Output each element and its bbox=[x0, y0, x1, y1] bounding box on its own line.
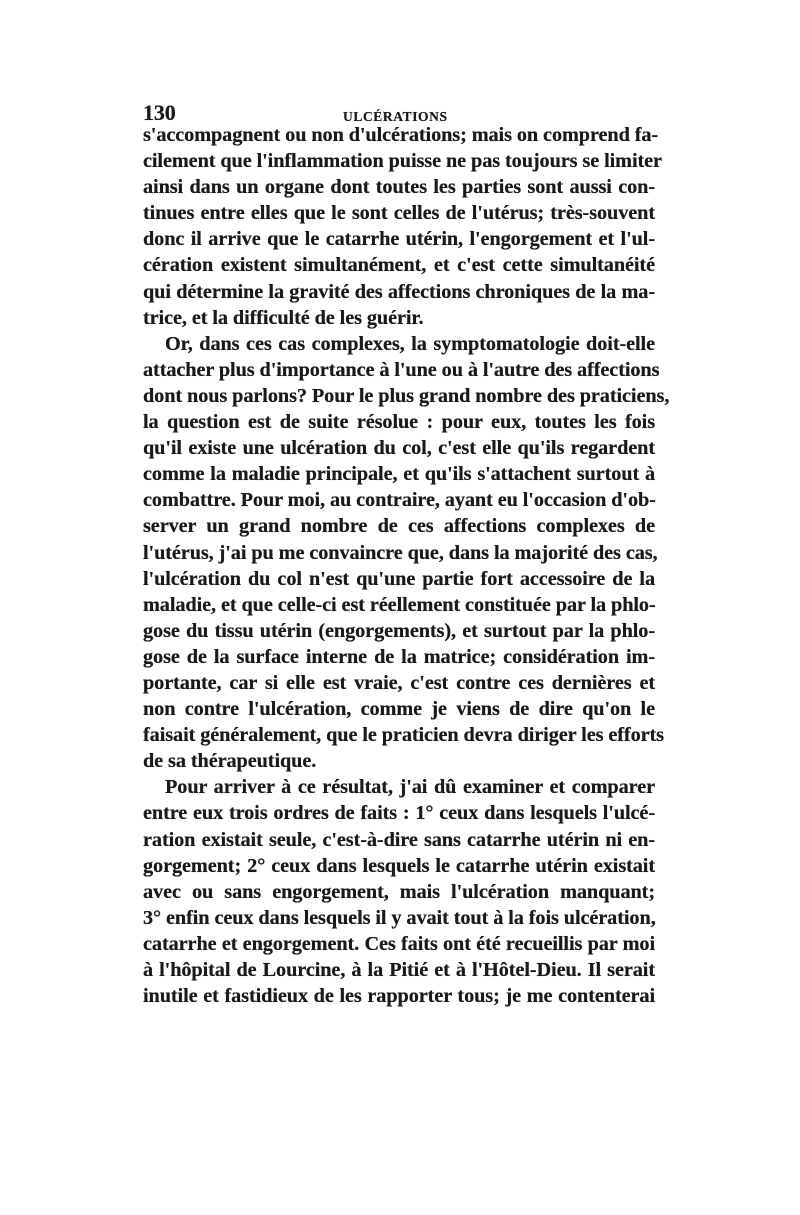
text-line: inutile et fastidieux de les rapporter tous; je me contenterai bbox=[143, 985, 655, 1008]
text-line: maladie, et que celle-ci est réellement constituée par la phlo- bbox=[143, 593, 656, 616]
text-line: gose du tissu utérin (engorgements), et surtout par la phlo- bbox=[143, 619, 655, 642]
paragraph-1 bbox=[143, 122, 662, 331]
text-line: attacher plus d'importance à l'une ou à l'autre des affections bbox=[143, 358, 660, 381]
text-line: cilement que l'inflammation puisse ne pas toujours se limiter bbox=[143, 150, 662, 173]
paragraph-3 bbox=[143, 774, 655, 1009]
text-line: non contre l'ulcération, comme je viens de dire qu'on le bbox=[143, 698, 655, 721]
text-line: l'utérus, j'ai pu me convaincre que, dans la majorité des cas, bbox=[143, 541, 658, 564]
text-line: comme la maladie principale, et qu'ils s'attachent surtout à bbox=[143, 463, 655, 486]
text-line: dont nous parlons? Pour le plus grand nombre des praticiens, bbox=[143, 384, 670, 407]
text-line: entre eux trois ordres de faits : 1° ceux dans lesquels l'ulcé- bbox=[143, 802, 655, 825]
text-line: avec ou sans engorgement, mais l'ulcération manquant; bbox=[143, 880, 655, 903]
text-line: à l'hôpital de Lourcine, à la Pitié et à l'Hôtel-Dieu. Il serait bbox=[143, 959, 655, 981]
text-line: Pour arriver à ce résultat, j'ai dû examiner et comparer bbox=[165, 776, 655, 799]
text-line: ainsi dans un organe dont toutes les parties sont aussi con- bbox=[143, 176, 655, 199]
text-line: ration existait seule, c'est-à-dire sans catarrhe utérin ni en- bbox=[143, 828, 655, 851]
text-line: trice, et la difficulté de les guérir. bbox=[143, 306, 424, 329]
page-text-block bbox=[143, 96, 670, 1009]
running-head: ULCÉRATIONS bbox=[343, 109, 448, 124]
text-line: Or, dans ces cas complexes, la symptomatologie doit-elle bbox=[165, 332, 655, 355]
text-line: catarrhe et engorgement. Ces faits ont été recueillis par moi bbox=[143, 932, 655, 955]
text-line: faisait généralement, que le praticien devra diriger les efforts bbox=[143, 724, 664, 747]
text-line: qui détermine la gravité des affections chroniques de la ma- bbox=[143, 280, 655, 303]
text-line: cération existent simultanément, et c'est cette simultanéité bbox=[143, 254, 655, 277]
text-line: gose de la surface interne de la matrice; considération im- bbox=[143, 645, 655, 668]
text-line: qu'il existe une ulcération du col, c'est elle qu'ils regardent bbox=[143, 437, 655, 460]
text-line: donc il arrive que le catarrhe utérin, l'engorgement et l'ul- bbox=[143, 228, 655, 251]
text-line: de sa thérapeutique. bbox=[143, 750, 317, 773]
text-line: 3° enfin ceux dans lesquels il y avait tout à la fois ulcération, bbox=[143, 906, 656, 929]
text-line: combattre. Pour moi, au contraire, ayant eu l'occasion d'ob- bbox=[143, 489, 656, 512]
text-line: s'accompagnent ou non d'ulcérations; mais on comprend fa- bbox=[143, 124, 659, 146]
text-line: portante, car si elle est vraie, c'est contre ces dernières et bbox=[143, 671, 655, 694]
paragraph-2 bbox=[143, 331, 670, 775]
text-line: tinues entre elles que le sont celles de l'utérus; très-souvent bbox=[143, 202, 655, 225]
text-line: gorgement; 2° ceux dans lesquels le catarrhe utérin existait bbox=[143, 854, 655, 877]
text-line: server un grand nombre de ces affections complexes de bbox=[143, 515, 655, 538]
text-line: la question est de suite résolue : pour eux, toutes les fois bbox=[143, 411, 655, 434]
page-number: 130 bbox=[143, 100, 176, 125]
page-header bbox=[143, 96, 655, 125]
text-line: l'ulcération du col n'est qu'une partie fort accessoire de la bbox=[143, 567, 655, 590]
